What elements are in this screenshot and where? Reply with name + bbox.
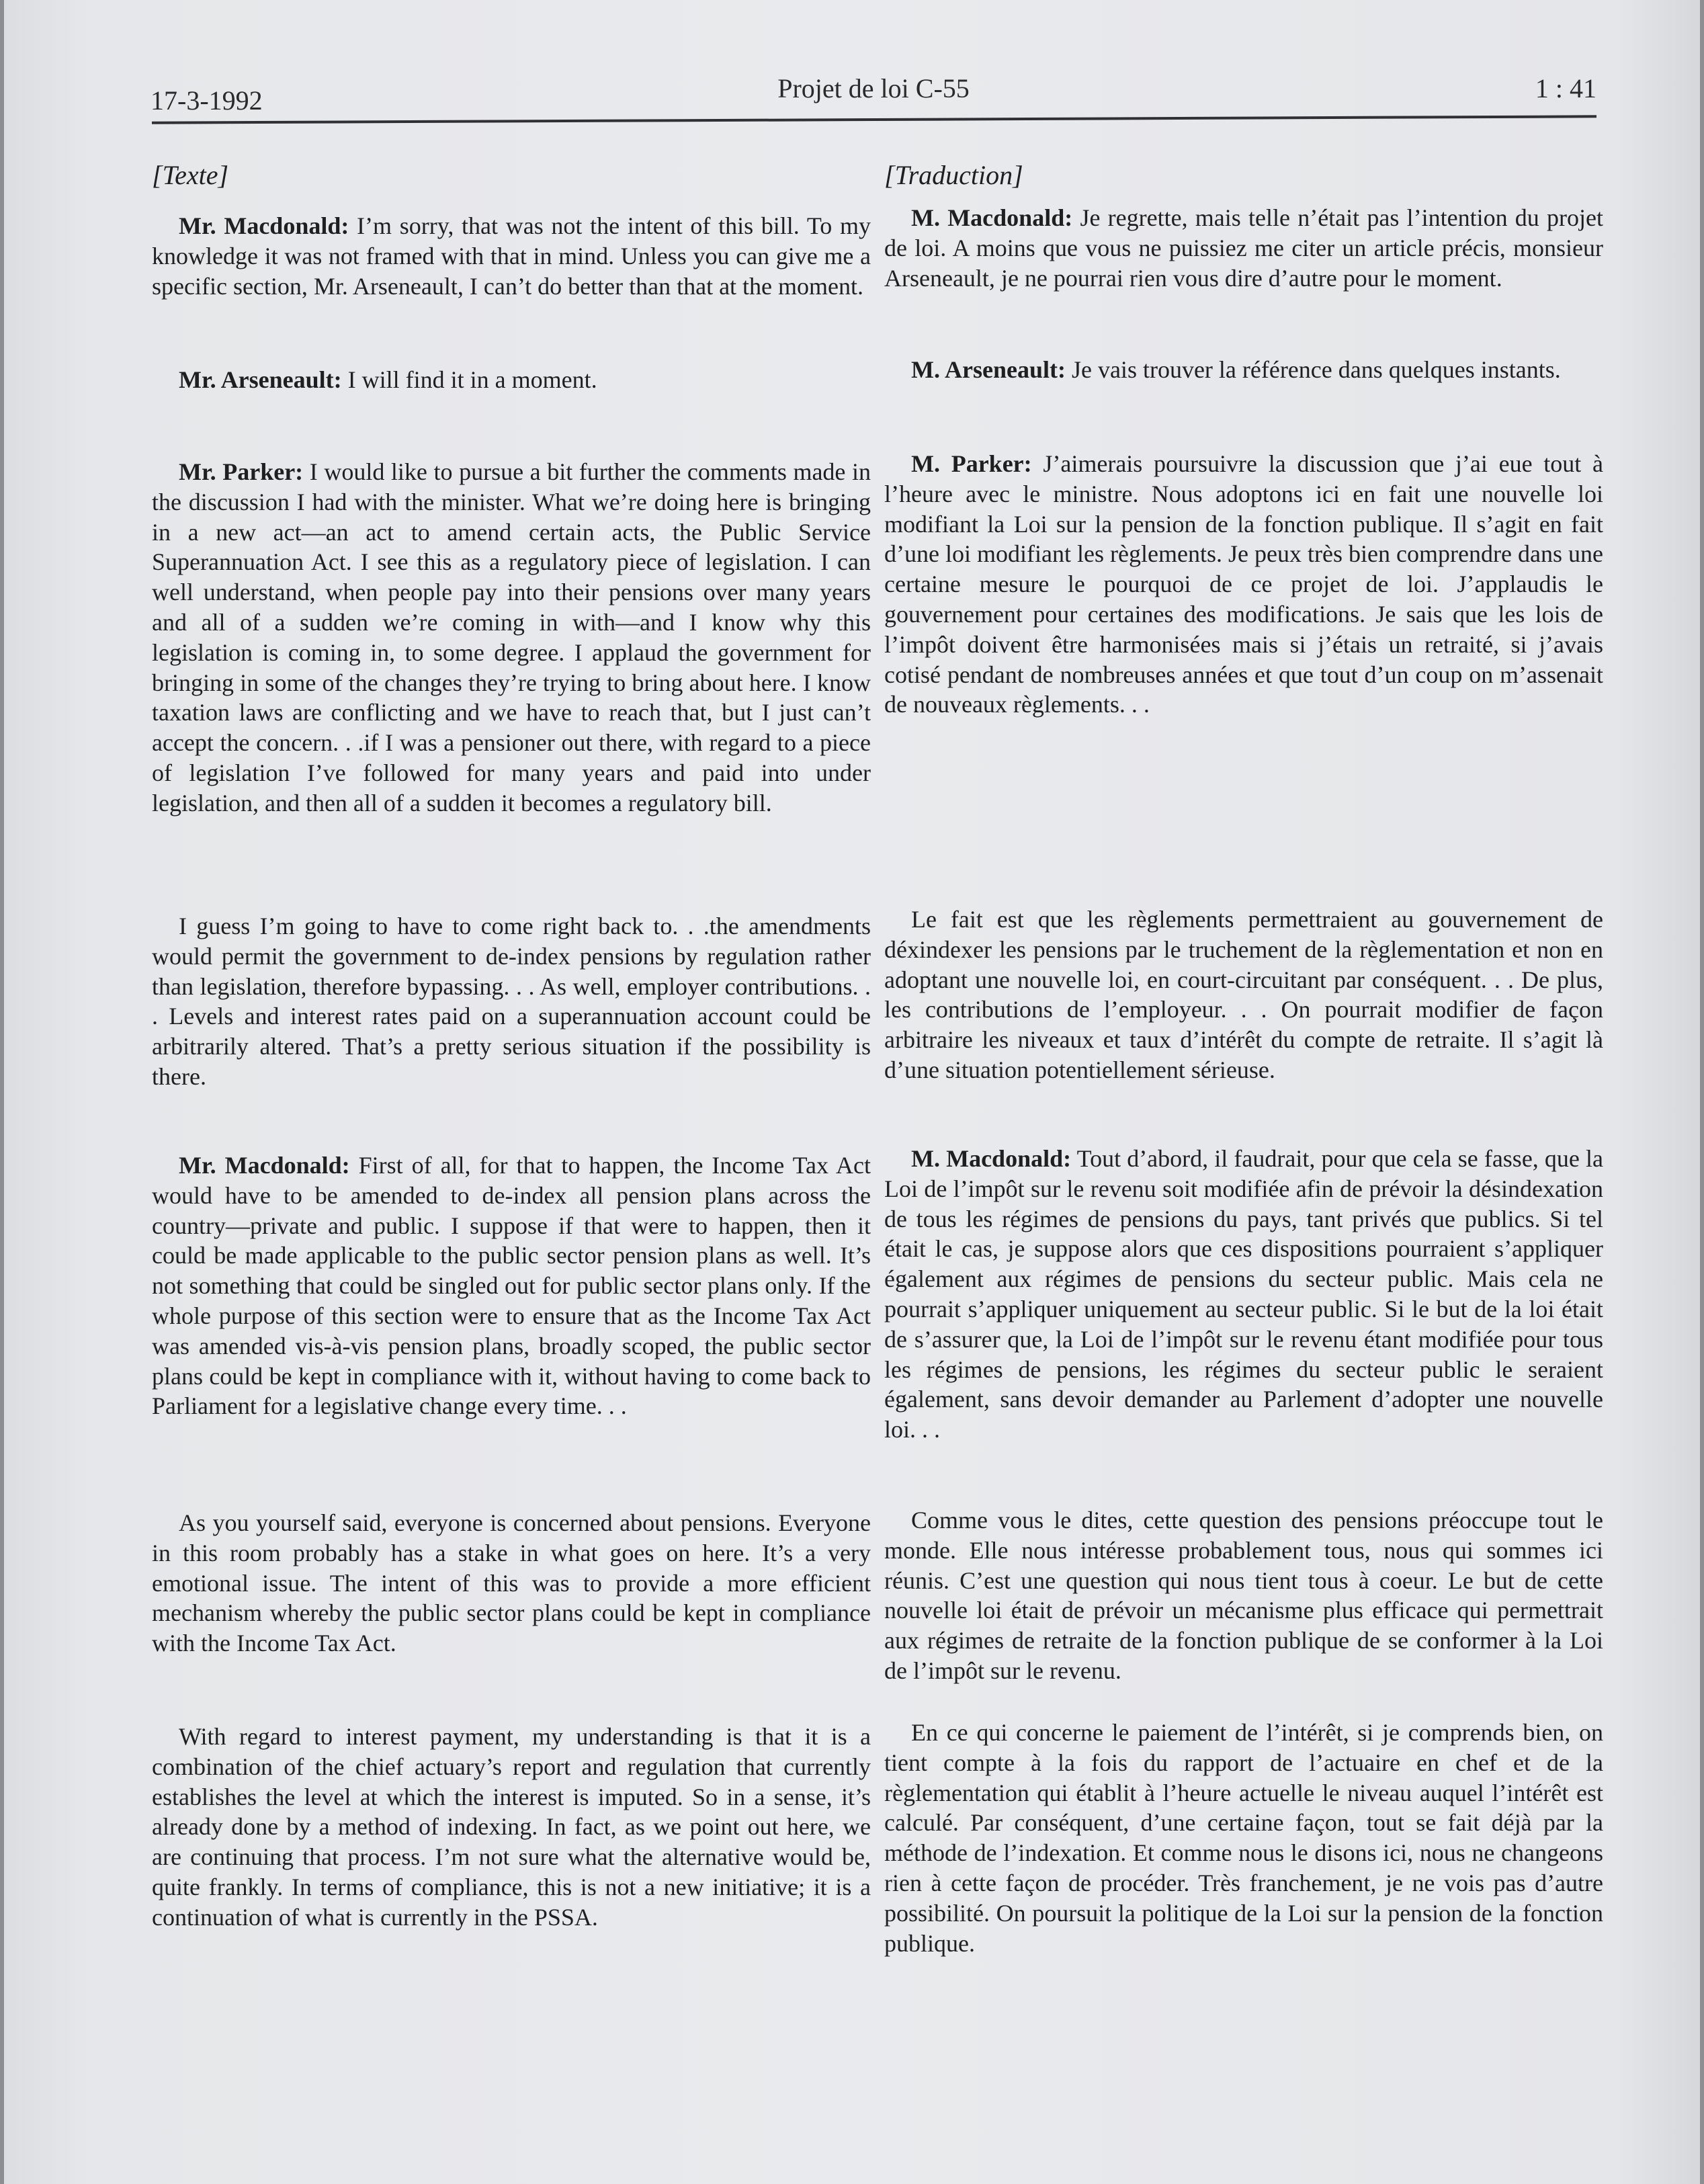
paragraph-text: With regard to interest payment, my understanding is that it is a combination of the chief actuary’s report and regulation that currently establishes the level at which the interest is imputed. So in a sense, it’s already done by a method of indexing. In fact, as we point out here, we are continuing that process. I’m not sure what the alternative would be, quite frankly. In terms of compliance, this is not a new initiative; it is a continuation of what is currently in the PSSA.	[152, 1723, 871, 1931]
paragraph-fr-4	[884, 905, 1603, 1085]
speaker-name: Mr. Parker:	[179, 458, 304, 485]
paragraph-fr-6	[884, 1505, 1603, 1686]
paragraph-text: I’m sorry, that was not the intent of this bill. To my knowledge it was not framed with that in mind. Unless you can give me a specific section, Mr. Arseneault, I can’t do better than that at the moment.	[152, 212, 871, 300]
paragraph-text: J’aimerais poursuivre la discussion que j’ai eue tout à l’heure avec le ministre. Nous adoptons ici en fait une nouvelle loi modifiant la Loi sur la pension de la fonction publique. Il s’agit en fait d’une loi modifiant les règlements. Je peux très bien comprendre dans une certaine mesure le pourquoi de ce projet de loi. J’applaudis le gouvernement pour certaines des modifications. Je sais que les lois de l’impôt doivent être harmonisées mais si j’étais un retraité, si j’avais cotisé pendant de nombreuses années et que tout d’un coup on m’assenait de nouveaux règlements. . .	[884, 450, 1603, 718]
column-tag-traduction: [Traduction]	[884, 160, 1023, 190]
paragraph-text: En ce qui concerne le paiement de l’intérêt, si je comprends bien, on tient compte à la fois du rapport de l’actuaire en chef et de la règlementation qui établit à l’heure actuelle le niveau auquel l’intérêt est calculé. Par conséquent, d’une certaine façon, tout se fait déjà par la méthode de l’indexation. Et comme nous le disons ici, nous ne changeons rien à cette façon de procéder. Très franchement, je ne vois pas d’autre possibilité. On poursuit la politique de la Loi sur la pension de la fonction publique.	[884, 1719, 1603, 1957]
paragraph-fr-2	[884, 355, 1603, 385]
page-header	[151, 73, 1596, 117]
paragraph-en-1	[152, 211, 871, 301]
paragraph-text: Tout d’abord, il faudrait, pour que cela se fasse, que la Loi de l’impôt sur le revenu soit modifiée afin de prévoir la désindexation de tous les régimes de pensions du pays, tant privés que publics. Si tel était le cas, je suppose alors que ces dispositions pourraient s’appliquer également aux régimes de pensions du secteur public. Mais cela ne pourrait s’appliquer uniquement au secteur public. Si le but de la loi était de s’assurer que, la Loi de l’impôt sur le revenu étant modifiée pour tous les régimes de pensions, les régimes du secteur public le seraient également, sans devoir demander au Parlement d’adopter une nouvelle loi. . .	[884, 1145, 1603, 1443]
paragraph-text: I would like to pursue a bit further the comments made in the discussion I had with the minister. What we’re doing here is bringing in a new act—an act to amend certain acts, the Public Service Superannuation Act. I see this as a regulatory piece of legislation. I can well understand, when people pay into their pensions over many years and all of a sudden we’re coming in with—and I know why this legislation is coming in, to some degree. I applaud the government for bringing in some of the changes they’re trying to bring about here. I know taxation laws are conflicting and we have to reach that, but I just can’t accept the concern. . .if I was a pensioner out there, with regard to a piece of legislation I’ve followed for many years and paid into under legislation, and then all of a sudden it becomes a regulatory bill.	[152, 458, 871, 816]
column-tag-texte: [Texte]	[152, 160, 229, 190]
speaker-name: Mr. Arseneault:	[179, 366, 342, 393]
paragraph-text: Le fait est que les règlements permettraient au gouvernement de déxindexer les pensions par le truchement de la règlementation et non en adoptant une nouvelle loi, en court-circuitant par conséquent. . . De plus, les contributions de l’employeur. . . On pourrait modifier de façon arbitraire les niveaux et taux d’intérêt du compte de retraite. Il s’agit là d’une situation potentiellement sérieuse.	[884, 906, 1603, 1083]
paragraph-text: I guess I’m going to have to come right back to. . .the amendments would permit the government to de-index pensions by regulation rather than legislation, therefore bypassing. . . As well, employer contributions. . . Levels and interest rates paid on a superannuation account could be arbitrarily altered. That’s a pretty serious situation if the possibility is there.	[152, 913, 871, 1090]
speaker-name: M. Macdonald:	[911, 1145, 1072, 1172]
speaker-name: M. Arseneault:	[911, 356, 1066, 383]
paragraph-fr-3	[884, 449, 1603, 720]
paragraph-en-7	[152, 1722, 871, 1933]
paragraph-text: Je regrette, mais telle n’était pas l’intention du projet de loi. A moins que vous ne puissiez me citer un article précis, monsieur Arseneault, je ne pourrai rien vous dire d’autre pour le moment.	[884, 204, 1603, 292]
paragraph-en-5	[152, 1150, 871, 1421]
speaker-name: M. Macdonald:	[911, 204, 1073, 231]
header-date: 17-3-1992	[151, 85, 263, 116]
paragraph-text: First of all, for that to happen, the Income Tax Act would have to be amended to de-index all pension plans across the country—private and public. I suppose if that were to happen, then it could be made applicable to the public sector pension plans as well. It’s not something that could be singled out for public sector plans only. If the whole purpose of this section were to ensure that as the Income Tax Act was amended vis-à-vis pension plans, broadly scoped, the public sector plans could be kept in compliance with it, without having to come back to Parliament for a legislative change every time. . .	[152, 1152, 871, 1420]
document-page	[4, 0, 1700, 2184]
paragraph-text: I will find it in a moment.	[341, 366, 597, 393]
paragraph-text: As you yourself said, everyone is concerned about pensions. Everyone in this room probably has a stake in what goes on here. It’s a very emotional issue. The intent of this was to provide a more efficient mechanism whereby the public sector plans could be kept in compliance with the Income Tax Act.	[152, 1509, 871, 1657]
paragraph-en-2	[152, 365, 871, 395]
speaker-name: M. Parker:	[911, 450, 1032, 477]
french-column	[884, 160, 1603, 1957]
paragraph-text: Je vais trouver la référence dans quelques instants.	[1065, 356, 1561, 383]
paragraph-fr-5	[884, 1144, 1603, 1445]
paragraph-en-3	[152, 457, 871, 818]
paragraph-en-6	[152, 1508, 871, 1658]
paragraph-text: Comme vous le dites, cette question des pensions préoccupe tout le monde. Elle nous intéresse probablement tous, nous qui sommes ici réunis. C’est une question qui nous tient tous à coeur. Le but de cette nouvelle loi était de prévoir un mécanisme plus efficace qui permettrait aux régimes de retraite de la fonction publique de se conformer à la Loi de l’impôt sur le revenu.	[884, 1507, 1603, 1684]
paragraph-fr-7	[884, 1718, 1603, 1958]
speaker-name: Mr. Macdonald:	[179, 212, 349, 239]
english-column	[152, 160, 871, 1931]
paragraph-fr-1	[884, 203, 1603, 293]
header-page-number: 1 : 41	[1535, 73, 1596, 103]
speaker-name: Mr. Macdonald:	[179, 1152, 350, 1179]
header-title: Projet de loi C-55	[777, 73, 970, 103]
paragraph-en-4	[152, 911, 871, 1092]
